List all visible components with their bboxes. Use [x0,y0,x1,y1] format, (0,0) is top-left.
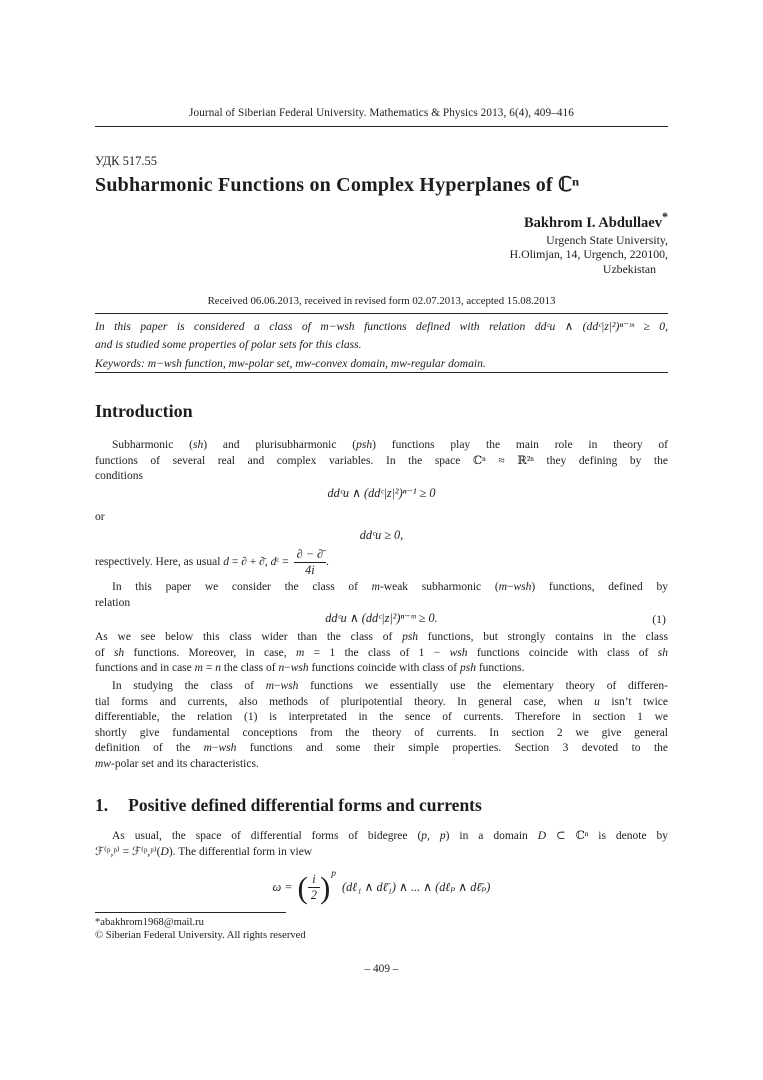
keywords-line: Keywords: m−wsh function, mw-polar set, mw-convex domain, mw-regular domain. [95,357,486,370]
i-over-2-denominator: 2 [308,887,320,902]
i-over-2-numerator: i [312,871,316,886]
abstract-top-rule [95,313,668,314]
i-over-2-fraction [308,873,320,902]
udk-number: УДК 517.55 [95,154,157,168]
received-line: Received 06.06.2013, received in revised form 02.07.2013, accepted 15.08.2013 [207,295,556,307]
dc-fraction [294,548,326,577]
big-close-paren: ) [319,869,331,905]
omega-lhs: ω = [272,879,293,894]
abstract-bottom-rule [95,372,668,373]
author-name-text: Bakhrom I. Abdullaev [524,214,662,231]
copyright-line: © Siberian Federal University. All rights reserved [95,930,306,941]
footnote-rule [95,912,286,913]
omega-form-equation [95,864,668,910]
section-1-number: 1. [95,795,109,815]
author-affiliation-country: Uzbekistan [602,262,656,276]
intro-paragraph-1: Subharmonic (sh) and plurisubharmonic (psh) functions play the main role in theory of functions of several real and complex variables. In the space ℂⁿ ≈ ℝ²ⁿ they defining by the conditions [95,439,668,483]
dc-fraction-denominator: 4i [294,562,326,577]
equation-1-row [95,611,668,626]
section-1-paragraph-1: As usual, the space of differential forms of bidegree (p, p) in a domain D ⊂ ℂⁿ is denote by ℱ⁽ᵖ,ᵖ⁾ = ℱ⁽ᵖ,ᵖ⁾(D). The differential form in view [95,830,669,858]
abstract-text: In this paper is considered a class of m−wsh functions defined with relation ddᶜu ∧ (ddᶜ|z|²)ⁿ⁻ᵐ ≥ 0, and is studied some properties of polar sets for this class. [95,320,668,351]
equation-1-number: (1) [652,612,666,626]
introduction-heading: Introduction [95,401,193,421]
paper-title: Subharmonic Functions on Complex Hyperplanes of ℂⁿ [95,174,580,196]
equation-1: ddᶜu ∧ (ddᶜ|z|²)ⁿ⁻ᵐ ≥ 0. [325,611,438,625]
section-1-title: Positive defined differential forms and currents [128,795,482,815]
author-affiliation-line: Urgench State University, [546,233,668,247]
intro-paragraph-4: In studying the class of m−wsh functions we essentially use the elementary theory of differen- tial forms and currents, also methods of pluripotential theory. In general case, when u isn’t twice differentiable, the relation (1) is interpretated in the sence of currents. Therefore in section 1 we shortly give fundamental conceptions from the theory of currents. In section 2 we give general definition of the m−wsh functions and some their simple properties. Section 3 devoted to the mw-polar set and its characteristics. [95,680,669,770]
section-1-heading [95,795,668,816]
equation-sh-condition: ddᶜu ∧ (ddᶜ|z|²)ⁿ⁻¹ ≥ 0 [327,486,436,500]
omega-exponent: p [331,869,337,879]
d-operator-text: respectively. Here, as usual d = ∂ + ∂̄, dᶜ = [95,556,289,568]
author-footnote-mark: * [661,210,668,224]
dc-fraction-numerator: ∂ − ∂̄ [296,546,324,561]
page-content-column [95,0,668,1080]
equation-psh-condition: ddᶜu ≥ 0, [359,528,404,542]
header-rule [95,126,668,127]
or-connector: or [95,511,105,523]
d-operator-definition-line [95,545,668,579]
intro-paragraph-3: As we see below this class wider than the class of psh functions, but strongly contains in the class of sh functions. Moreover, in case, m = 1 the class of 1 − wsh functions coincide with class of sh functions and in case m = n the class of n−wsh functions coincide with class of psh functions. [95,631,668,675]
intro-paragraph-2: In this paper we consider the class of m-weak subharmonic (m−wsh) functions, defined by relation [95,581,668,609]
d-operator-period: . [326,556,329,568]
page-number: – 409 – [364,963,399,975]
author-name [95,210,668,232]
author-affiliation-line: H.Olimjan, 14, Urgench, 220100, [509,247,668,261]
footnote-email: *abakhrom1968@mail.ru [95,917,204,928]
omega-rhs: (dℓ₁ ∧ dℓ̄₁) ∧ ... ∧ (dℓₚ ∧ dℓ̄ₚ) [342,879,491,894]
journal-header-line: Journal of Siberian Federal University. Mathematics & Physics 2013, 6(4), 409–416 [189,107,574,119]
big-open-paren: ( [297,869,308,905]
